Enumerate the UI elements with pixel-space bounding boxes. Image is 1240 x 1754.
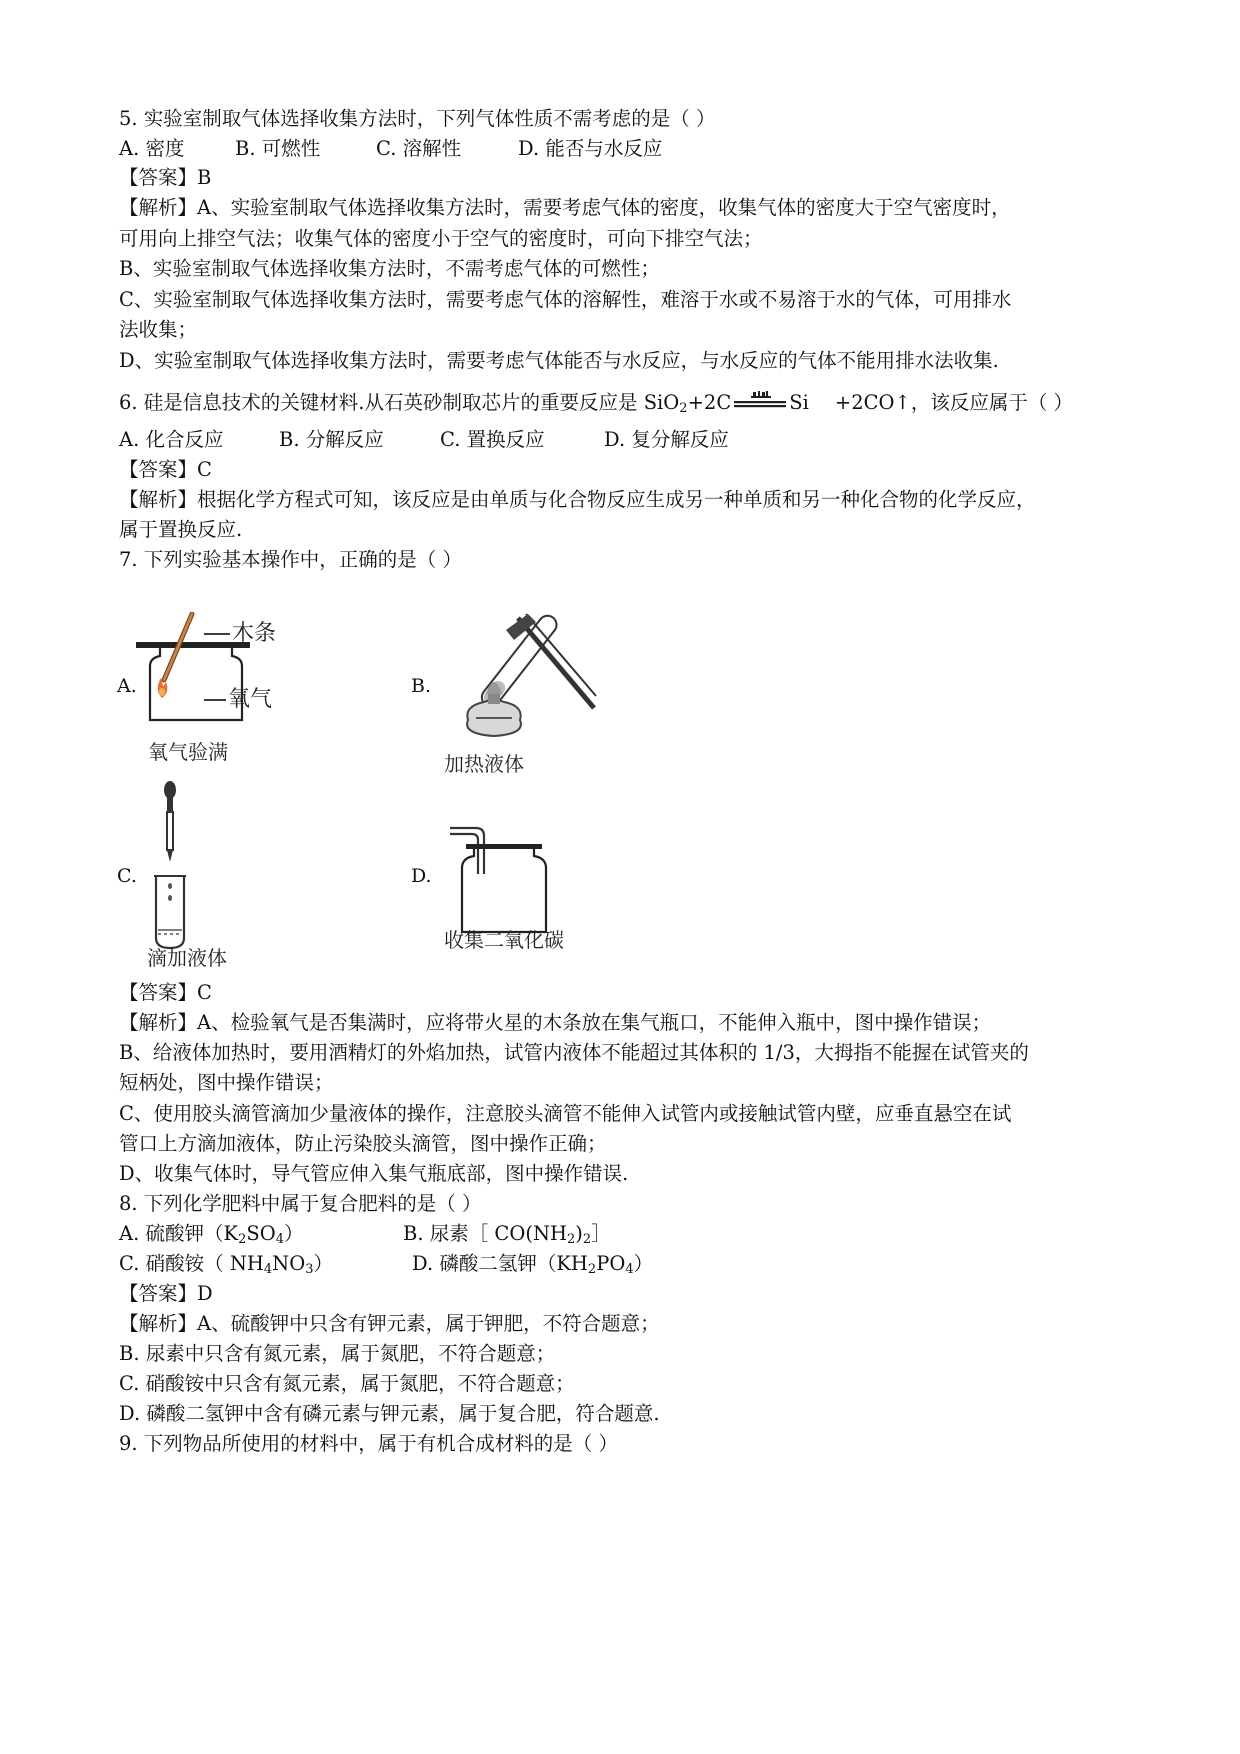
q6-option-a: A. 化合反应 (119, 428, 224, 451)
q7-option-b-label: B. (411, 675, 432, 697)
q6-equation-reactant: +2C (687, 391, 732, 414)
q6-option-b: B. 分解反应 (279, 428, 384, 451)
q8-option-d-sub: 2 (587, 1262, 597, 1277)
q5-option-c: C. 溶解性 (376, 137, 462, 160)
dropping-liquid-figure (150, 778, 190, 960)
q8-option-d-end: ） (633, 1252, 654, 1275)
q8-option-a-sub: 2 (238, 1232, 247, 1247)
q8-option-d-mid: PO (596, 1252, 626, 1275)
q8-option-d (412, 1251, 653, 1277)
q8-option-b (403, 1221, 611, 1247)
q8-option-c-end: ） (313, 1252, 334, 1275)
q5-explanation-line: 法收集； (119, 318, 198, 341)
q6-equation-subscript: 2 (679, 401, 688, 416)
q5-option-d: D. 能否与水反应 (518, 137, 663, 160)
q8-option-a-mid: SO (246, 1222, 276, 1245)
q8-explanation-line: 【解析】A、硫酸钾中只含有钾元素，属于钾肥，不符合题意； (119, 1312, 660, 1335)
q8-explanation-line: B. 尿素中只含有氮元素，属于氮肥，不符合题意； (119, 1342, 556, 1365)
q8-option-a (119, 1221, 304, 1247)
q8-option-c-mid: NO (272, 1252, 306, 1275)
q5-option-a: A. 密度 (119, 137, 185, 160)
q8-option-a-sub: 4 (275, 1232, 284, 1247)
q6-option-d: D. 复分解反应 (604, 428, 729, 451)
q5-explanation-line: D、实验室制取气体选择收集方法时，需要考虑气体能否与水反应，与水反应的气体不能用排水法收集. (119, 349, 999, 372)
q8-option-c-sub: 4 (263, 1262, 273, 1277)
q8-option-d-text: D. 磷酸二氢钾（KH (412, 1252, 588, 1275)
q7-explanation-line: D、收集气体时，导气管应伸入集气瓶底部，图中操作错误. (119, 1162, 629, 1185)
q8-explanation-line: D. 磷酸二氢钾中含有磷元素与钾元素，属于复合肥，符合题意. (119, 1402, 660, 1425)
q5-explanation-line: 可用向上排空气法；收集气体的密度小于空气的密度时，可向下排空气法； (119, 227, 763, 250)
high-temperature-equals-icon (731, 390, 789, 416)
q7-explanation-line: C、使用胶头滴管滴加少量液体的操作，注意胶头滴管不能伸入试管内或接触试管内壁，应垂直悬空在试 (119, 1102, 1012, 1125)
fig-a-label-stick: 木条 (232, 621, 277, 646)
q5-explanation-line: C、实验室制取气体选择收集方法时，需要考虑气体的溶解性，难溶于水或不易溶于水的气体，可用排水 (119, 288, 1012, 311)
reaction-condition-sign (731, 390, 789, 416)
q6-equation-product-si: Si (789, 391, 809, 414)
q8-option-a-text: A. 硫酸钾（K (119, 1222, 239, 1245)
q8-option-b-end: ］ (591, 1222, 611, 1245)
q8-answer: 【答案】D (119, 1282, 213, 1305)
q7-explanation-line: 短柄处，图中操作错误； (119, 1071, 334, 1094)
q6-option-c: C. 置换反应 (440, 428, 545, 451)
question-8-stem: 8. 下列化学肥料中属于复合肥料的是（ ） (119, 1192, 482, 1215)
q6-equation-product-co: +2CO↑，该反应属于（ ） (834, 391, 1074, 414)
question-5-stem: 5. 实验室制取气体选择收集方法时，下列气体性质不需考虑的是（ ） (119, 107, 716, 130)
q5-explanation-line: 【解析】A、实验室制取气体选择收集方法时，需要考虑气体的密度，收集气体的密度大于空气密度时， (119, 196, 1011, 219)
fig-d-caption: 收集二氧化碳 (444, 928, 564, 952)
heating-liquid-figure (446, 610, 606, 758)
q8-option-b-sub: 2 (567, 1232, 576, 1247)
q8-option-c-sub: 3 (305, 1262, 314, 1277)
q5-answer: 【答案】B (119, 166, 212, 189)
q7-option-a-label: A. (117, 675, 137, 697)
q6-equation-sio: SiO (643, 391, 680, 414)
q8-option-b-mid: ) (575, 1222, 583, 1245)
q8-option-d-sub: 4 (625, 1262, 634, 1277)
fig-a-caption: 氧气验满 (148, 740, 228, 764)
q8-option-b-text: B. 尿素［ CO(NH (403, 1222, 568, 1245)
q6-explanation-line: 属于置换反应. (119, 518, 243, 541)
q8-option-c-text: C. 硝酸铵（ NH (119, 1252, 264, 1275)
question-9-stem: 9. 下列物品所使用的材料中，属于有机合成材料的是（ ） (119, 1432, 619, 1455)
fig-b-caption: 加热液体 (444, 752, 524, 776)
q5-explanation-line: B、实验室制取气体选择收集方法时，不需考虑气体的可燃性； (119, 257, 660, 280)
q7-option-d-label: D. (411, 865, 432, 887)
q8-explanation-line: C. 硝酸铵中只含有氮元素，属于氮肥，不符合题意； (119, 1372, 575, 1395)
fig-a-label-gas: 氧气 (228, 687, 273, 712)
q6-stem-prefix: 6. 硅是信息技术的关键材料.从石英砂制取芯片的重要反应是 (119, 391, 644, 414)
q7-explanation-line: 管口上方滴加液体，防止污染胶头滴管，图中操作正确； (119, 1132, 607, 1155)
q7-answer: 【答案】C (119, 981, 212, 1004)
q7-explanation-line: 【解析】A、检验氧气是否集满时，应将带火星的木条放在集气瓶口，不能伸入瓶中，图中操作错误； (119, 1011, 992, 1034)
q6-answer: 【答案】C (119, 458, 212, 481)
q7-explanation-line: B、给液体加热时，要用酒精灯的外焰加热，试管内液体不能超过其体积的 1/3，大拇指不能握在试管夹的 (119, 1041, 1029, 1064)
fig-c-caption: 滴加液体 (147, 946, 227, 970)
question-6-stem (119, 390, 1073, 416)
question-7-stem: 7. 下列实验基本操作中，正确的是（ ） (119, 548, 463, 571)
q5-option-b: B. 可燃性 (235, 137, 321, 160)
q6-explanation-line: 【解析】根据化学方程式可知，该反应是由单质与化合物反应生成另一种单质和另一种化合物的化学反应， (119, 488, 1036, 511)
q8-option-b-sub: 2 (582, 1232, 592, 1247)
q8-option-a-end: ） (283, 1222, 304, 1245)
collecting-carbon-dioxide-figure (446, 818, 566, 936)
q7-option-c-label: C. (117, 865, 137, 887)
q8-option-c (119, 1251, 333, 1277)
